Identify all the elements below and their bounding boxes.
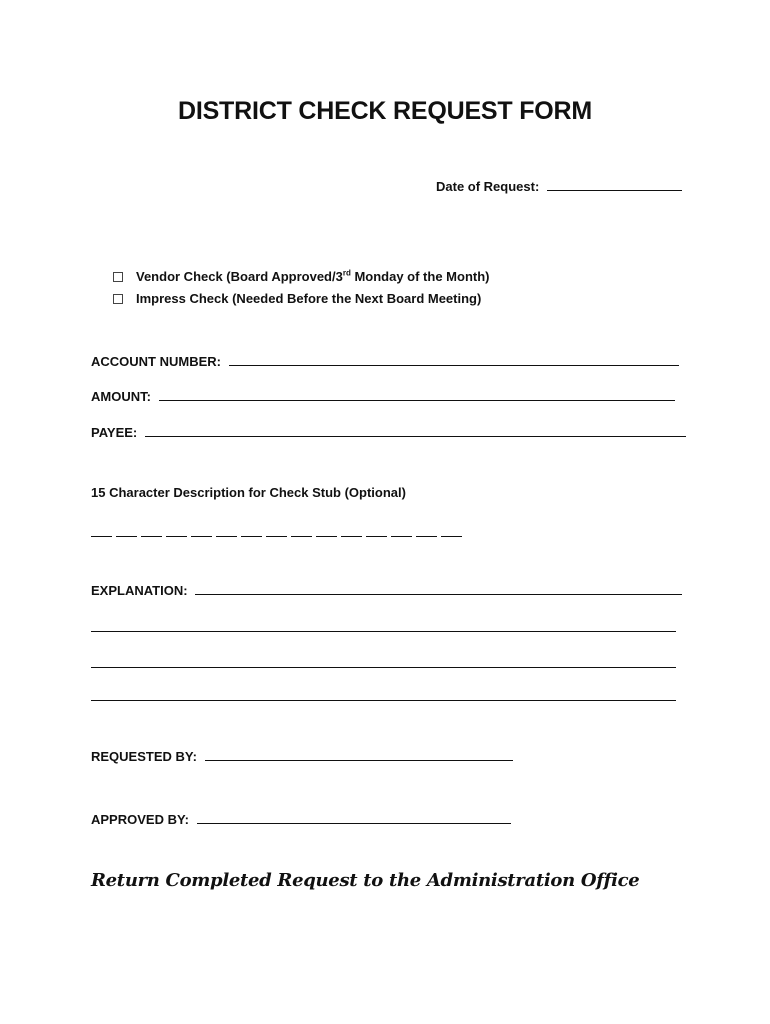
date-of-request-field[interactable] <box>547 178 682 191</box>
requested-by-label: REQUESTED BY: <box>91 749 197 764</box>
payee-label: PAYEE: <box>91 425 138 440</box>
payee-field[interactable] <box>145 424 686 437</box>
explanation-line[interactable] <box>91 667 676 668</box>
explanation-line[interactable] <box>91 700 676 701</box>
amount-field[interactable] <box>159 388 675 401</box>
date-of-request-row <box>436 178 682 194</box>
explanation-row <box>91 582 682 598</box>
impress-check-option[interactable] <box>113 291 481 306</box>
approved-by-field[interactable] <box>197 811 511 824</box>
stub-char-slot[interactable] <box>391 524 412 537</box>
vendor-check-label: Vendor Check (Board Approved/3rd Monday of the Month) <box>136 268 490 284</box>
vendor-check-option[interactable] <box>113 269 489 284</box>
stub-char-slot[interactable] <box>441 524 462 537</box>
stub-char-slot[interactable] <box>416 524 437 537</box>
account-number-label: ACCOUNT NUMBER: <box>91 354 221 369</box>
amount-row <box>91 388 675 404</box>
requested-by-row <box>91 748 513 764</box>
requested-by-field[interactable] <box>205 748 513 761</box>
impress-check-label: Impress Check (Needed Before the Next Board Meeting) <box>136 291 482 306</box>
stub-char-slot[interactable] <box>241 524 262 537</box>
stub-char-slot[interactable] <box>341 524 362 537</box>
payee-row <box>91 424 686 440</box>
impress-check-checkbox[interactable] <box>113 294 123 304</box>
return-instructions: Return Completed Request to the Administration Office <box>91 870 640 891</box>
stub-char-slot[interactable] <box>316 524 337 537</box>
stub-char-slot[interactable] <box>291 524 312 537</box>
explanation-label: EXPLANATION: <box>91 583 188 598</box>
page-title: DISTRICT CHECK REQUEST FORM <box>177 97 593 125</box>
explanation-line[interactable] <box>91 631 676 632</box>
date-of-request-label: Date of Request: <box>436 179 540 194</box>
check-stub-description-label: 15 Character Description for Check Stub (Optional) <box>91 485 406 500</box>
stub-char-slot[interactable] <box>366 524 387 537</box>
approved-by-row <box>91 811 511 827</box>
approved-by-label: APPROVED BY: <box>91 812 189 827</box>
stub-char-slot[interactable] <box>191 524 212 537</box>
account-number-field[interactable] <box>229 353 679 366</box>
amount-label: AMOUNT: <box>91 389 151 404</box>
account-number-row <box>91 353 679 369</box>
stub-char-slot[interactable] <box>166 524 187 537</box>
stub-char-slot[interactable] <box>91 524 112 537</box>
vendor-check-checkbox[interactable] <box>113 272 123 282</box>
check-stub-character-slots[interactable] <box>91 524 462 537</box>
stub-char-slot[interactable] <box>141 524 162 537</box>
stub-char-slot[interactable] <box>216 524 237 537</box>
stub-char-slot[interactable] <box>266 524 287 537</box>
stub-char-slot[interactable] <box>116 524 137 537</box>
explanation-field[interactable] <box>195 582 682 595</box>
